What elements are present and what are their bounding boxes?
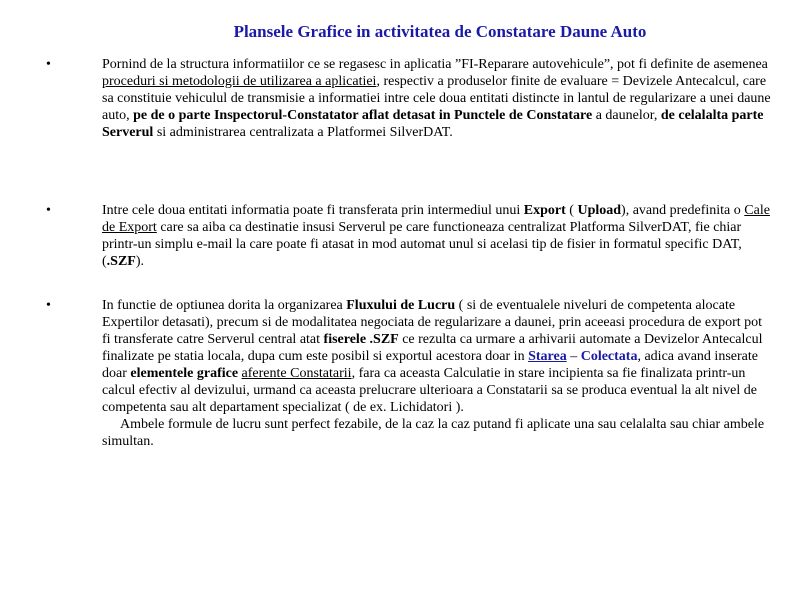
text-run: In functie de optiunea dorita la organizarea xyxy=(102,298,347,313)
highlighted-term: Colectata xyxy=(580,349,638,364)
bullet-marker: • xyxy=(46,57,51,72)
bold-phrase: pe de o parte Inspectorul-Constatator aflat detasat in Punctele de Constatare xyxy=(133,108,593,123)
bold-phrase: fiserele .SZF xyxy=(323,332,399,347)
text-run: ce rezulta ca urmare a arhivarii automate a Devizelor Antecalcul finalizate pe statia locala, dupa cum este posibil si exportul acestora doar in xyxy=(102,332,763,364)
text-run: ). xyxy=(135,254,145,269)
text-run: a daunelor, xyxy=(592,108,661,123)
text-run: Intre cele doua entitati informatia poate fi transferata prin intermediul unui xyxy=(102,203,524,218)
bullet-text-2 xyxy=(102,202,774,270)
text-run: care sa aiba ca destinatie insusi Serverul pe care functioneaza centralizat Platforma SilverDAT, fie chiar printr-un simplu e-mail la care poate fi atasat in mod automat unul si acelasi tip de fisier in formatul specific DAT, ( xyxy=(102,220,742,269)
bold-phrase: Fluxului de Lucru xyxy=(346,298,456,313)
bullet-text-3 xyxy=(102,297,774,450)
underlined-phrase: Cale de Export xyxy=(102,203,770,235)
text-run: – xyxy=(566,349,581,364)
slide-title: Plansele Grafice in activitatea de Constatare Daune Auto xyxy=(233,22,647,41)
text-run: , adica avand inserate doar xyxy=(102,349,758,381)
text-run: ( xyxy=(565,203,578,218)
text-run: si administrarea centralizata a Platformei SilverDAT. xyxy=(153,125,453,140)
bullet-marker: • xyxy=(46,298,51,313)
bold-phrase: .SZF xyxy=(106,254,136,269)
underlined-phrase: aferente Constatarii xyxy=(241,366,352,381)
bold-phrase: Upload xyxy=(577,203,622,218)
text-run: ( si de eventualele niveluri de competenta alocate Expertilor detasati), precum si de modalitatea negociata de regularizare a daunei, prin aceeasi procedura de export pot fi transferate catre Serverul central atat xyxy=(102,298,763,347)
text-run: , fara ca aceasta Calculatie in stare incipienta sa fie finalizata printr-un calcul efectiv al devizului, urmand ca aceasta prelucrare ulterioara a Constatarii sa se produca eventual la alt nivel de competenta sau alt departament specializat ( de ex. Lichidatori ). xyxy=(102,366,757,415)
bullet-marker: • xyxy=(46,203,51,218)
underlined-phrase: proceduri si metodologii de utilizarea a aplicatiei xyxy=(102,74,377,89)
bold-phrase: de celalalta parte Serverul xyxy=(102,108,764,140)
text-run: Pornind de la structura informatiilor ce se regasesc in aplicatia ”FI-Reparare autovehicule”, pot fi definite de asemenea xyxy=(102,57,768,72)
bold-phrase: elementele grafice xyxy=(130,366,239,381)
text-run: Ambele formule de lucru sunt perfect fezabile, de la caz la caz putand fi aplicate una sau celalalta sau chiar ambele simultan. xyxy=(102,417,765,449)
text-run: , respectiv a produselor finite de evaluare = Devizele Antecalcul, care sa constituie vehiculul de transmisie a informatiei intre cele doua entitati distincte in lantul de regularizare a unei daune auto, xyxy=(102,74,771,123)
bullet-text-1 xyxy=(102,56,774,141)
text-run: ), avand predefinita o xyxy=(621,203,745,218)
bold-phrase: Export xyxy=(523,203,566,218)
highlighted-underlined-term: Starea xyxy=(528,349,567,364)
